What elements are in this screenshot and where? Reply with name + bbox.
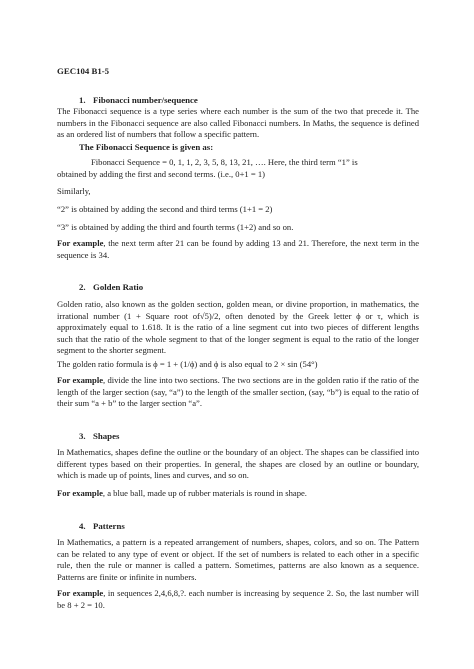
section-1-number: 1. [79, 95, 86, 105]
section-3-title: Shapes [93, 431, 120, 441]
example-label: For example [57, 375, 104, 385]
fibonacci-sequence-line2: obtained by adding the first and second terms. (i.e., 0+1 = 1) [57, 169, 266, 179]
section-3-body: In Mathematics, shapes define the outline or the boundary of an object. The shapes can be classified into different types based on their properties. In general, the shapes are closed by an outline or boundary, which is made up of points, lines and curves, and so on. [57, 447, 419, 481]
example-text: , in sequences 2,4,6,8,?. each number is increasing by sequence 2. So, the last number will be 8 + 2 = 10. [57, 588, 419, 610]
example-text: , divide the line into two sections. The two sections are in the golden ratio if the ratio of the length of the larger section (say, “a”) to the length of the smaller section, (say, “b”) is equal to the ratio of their sum “a + b” to the larger section “a”. [57, 375, 419, 409]
golden-ratio-formula: The golden ratio formula is ϕ = 1 + (1/ϕ) and ϕ is also equal to 2 × sin (54°) [57, 359, 318, 369]
section-1-title: Fibonacci number/sequence [93, 95, 198, 105]
example-label: For example [57, 588, 104, 598]
section-1-intro: The Fibonacci sequence is a type series where each number is the sum of the two that precede it. The numbers in the Fibonacci sequence are also called Fibonacci numbers. In Maths, the sequence is defined as an ordered list of numbers that follow a specific pattern. [57, 106, 419, 140]
section-2-example [57, 375, 419, 410]
course-code: GEC104 B1-5 [57, 66, 110, 76]
fibonacci-given-heading: The Fibonacci Sequence is given as: [79, 142, 214, 152]
section-3-example [57, 488, 419, 500]
example-text: , a blue ball, made up of rubber materials is round in shape. [102, 488, 307, 498]
example-label: For example [57, 488, 103, 498]
section-3-number: 3. [79, 431, 86, 441]
section-2-body: Golden ratio, also known as the golden section, golden mean, or divine proportion, in mathematics, the irrational number (1 + Square root of√5)/2, often denoted by the Greek letter ϕ or τ, which is approximately equal to 1.618. It is the ratio of a line segment cut into two pieces of different lengths such that the ratio of the whole segment to that of the longer segment is equal to the ratio of the longer segment to the shorter segment. [57, 299, 419, 356]
example-2-text: “2” is obtained by adding the second and third terms (1+1 = 2) [57, 204, 273, 214]
example-text: , the next term after 21 can be found by adding 13 and 21. Therefore, the next term in the sequence is 34. [57, 238, 420, 260]
section-4-body: In Mathematics, a pattern is a repeated arrangement of numbers, shapes, colors, and so on. The Pattern can be related to any type of event or object. If the set of numbers is related to each other in a specific rule, then the rule or manner is called a pattern. Sometimes, patterns are also known as a sequence. Patterns are finite or infinite in numbers. [57, 537, 419, 582]
section-2-title: Golden Ratio [93, 282, 144, 292]
section-2-number: 2. [79, 282, 86, 292]
section-1-example [57, 238, 419, 261]
example-3-text: “3” is obtained by adding the third and fourth terms (1+2) and so on. [57, 222, 294, 232]
fibonacci-sequence-line: Fibonacci Sequence = 0, 1, 1, 2, 3, 5, 8, 13, 21, …. Here, the third term “1” is [91, 157, 358, 167]
example-label: For example [57, 238, 104, 248]
section-4-number: 4. [79, 521, 86, 531]
section-4-example [57, 588, 419, 611]
section-4-title: Patterns [93, 521, 125, 531]
similarly-text: Similarly, [57, 186, 91, 196]
